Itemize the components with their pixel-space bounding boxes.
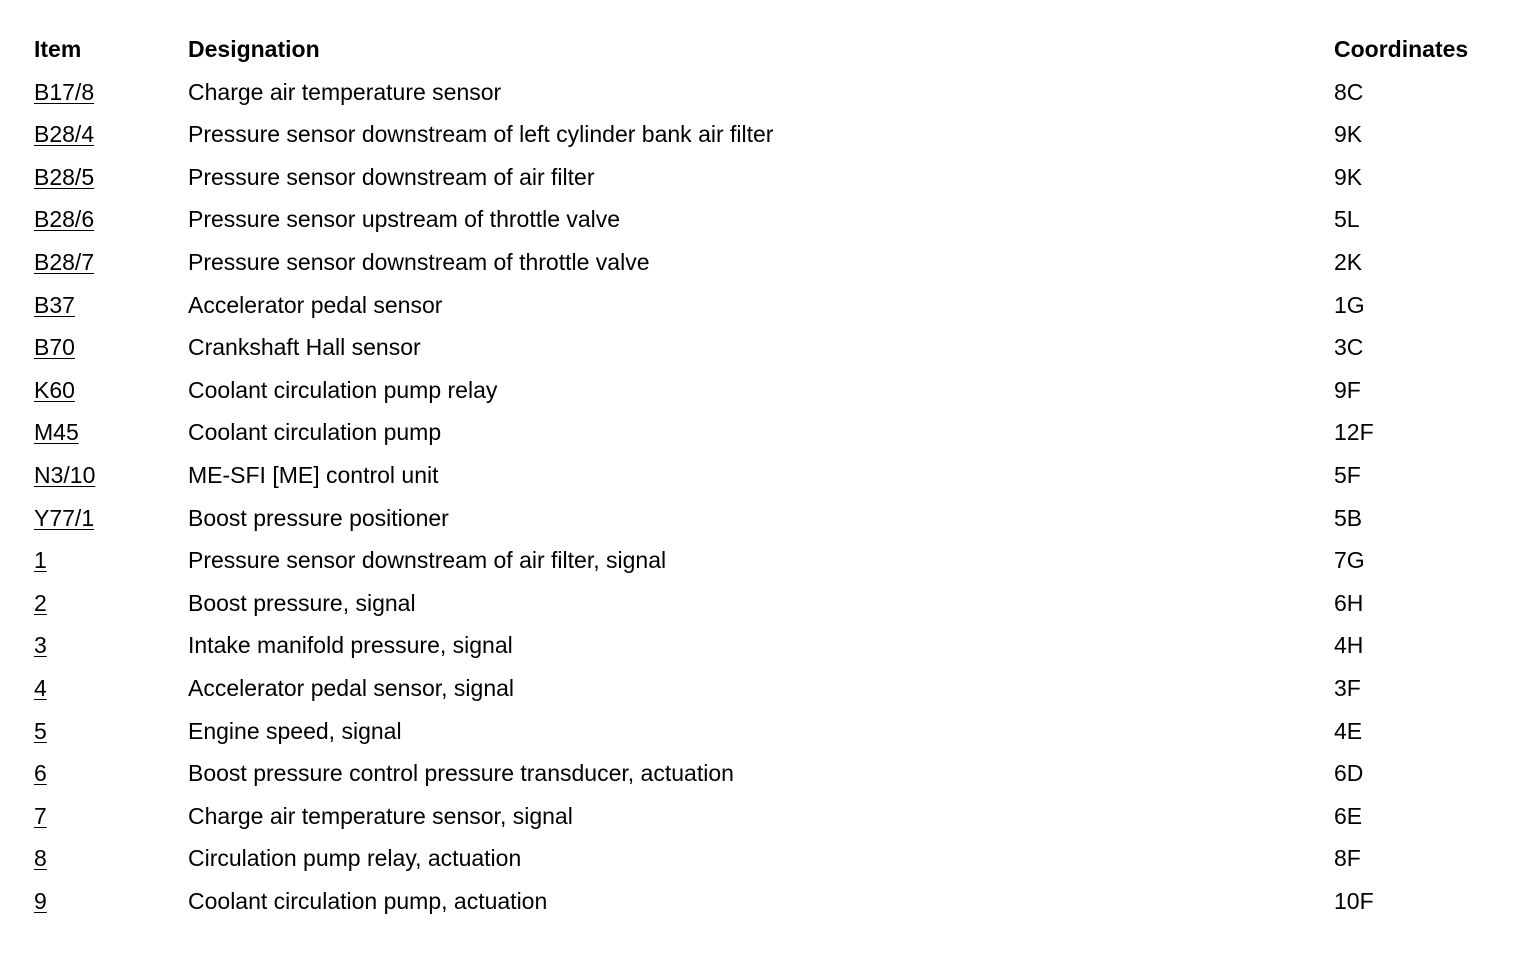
item-link[interactable]: M45 [34,419,79,446]
item-link[interactable]: Y77/1 [34,504,95,531]
coordinates-cell: 5F [1334,461,1361,488]
designation-cell: ME-SFI [ME] control unit [188,461,439,488]
item-link[interactable]: B28/7 [34,248,95,275]
table-row [34,624,1494,667]
coordinates-cell: 5B [1334,504,1363,531]
item-link[interactable]: B37 [34,291,75,318]
designation-cell: Pressure sensor downstream of air filter [188,163,595,190]
table-row [34,539,1494,582]
designation-cell: Intake manifold pressure, signal [188,632,513,659]
table-row [34,795,1494,838]
table-row [34,710,1494,753]
coordinates-cell: 10F [1334,887,1374,914]
item-link[interactable]: N3/10 [34,461,96,488]
item-link[interactable]: 3 [34,632,47,659]
designation-cell: Charge air temperature sensor, signal [188,802,573,829]
coordinates-cell: 7G [1334,547,1365,574]
coordinates-cell: 9K [1334,121,1363,148]
designation-cell: Charge air temperature sensor [188,78,502,105]
designation-cell: Pressure sensor downstream of left cylinder bank air filter [188,121,774,148]
legend-table [34,28,1494,922]
table-row [34,752,1494,795]
item-link[interactable]: 9 [34,887,47,914]
designation-cell: Accelerator pedal sensor, signal [188,674,515,701]
coordinates-cell: 8F [1334,845,1361,872]
table-row [34,326,1494,369]
item-column-header: Item [34,36,82,62]
coordinates-cell: 6E [1334,802,1363,829]
coordinates-cell: 3F [1334,674,1361,701]
table-row [34,113,1494,156]
coordinates-cell: 8C [1334,78,1364,105]
item-link[interactable]: K60 [34,376,75,403]
designation-cell: Crankshaft Hall sensor [188,334,421,361]
coordinates-cell: 3C [1334,334,1364,361]
designation-cell: Circulation pump relay, actuation [188,845,522,872]
table-row [34,667,1494,710]
designation-cell: Boost pressure, signal [188,589,416,616]
coordinates-cell: 2K [1334,248,1363,275]
coordinates-cell: 4H [1334,632,1364,659]
designation-cell: Pressure sensor downstream of throttle valve [188,248,650,275]
table-header-row [34,28,1494,71]
table-row [34,369,1494,412]
coordinates-column-header: Coordinates [1334,36,1469,62]
designation-cell: Coolant circulation pump [188,419,442,446]
coordinates-cell: 9F [1334,376,1361,403]
item-link[interactable]: 5 [34,717,47,744]
table-row [34,411,1494,454]
designation-cell: Coolant circulation pump relay [188,376,498,403]
coordinates-cell: 6D [1334,760,1364,787]
coordinates-cell: 6H [1334,589,1364,616]
item-link[interactable]: B28/5 [34,163,95,190]
item-link[interactable]: B28/6 [34,206,95,233]
designation-cell: Engine speed, signal [188,717,402,744]
item-link[interactable]: 2 [34,589,47,616]
designation-cell: Accelerator pedal sensor [188,291,443,318]
table-row [34,880,1494,923]
item-link[interactable]: 4 [34,674,47,701]
table-row [34,198,1494,241]
table-row [34,241,1494,284]
table-row [34,156,1494,199]
table-row [34,837,1494,880]
designation-cell: Boost pressure control pressure transducer, actuation [188,760,734,787]
designation-cell: Boost pressure positioner [188,504,449,531]
designation-cell: Pressure sensor upstream of throttle valve [188,206,621,233]
table-row [34,284,1494,327]
item-link[interactable]: 1 [34,547,47,574]
item-link[interactable]: 7 [34,802,47,829]
item-link[interactable]: B17/8 [34,78,95,105]
table-row [34,71,1494,114]
designation-cell: Pressure sensor downstream of air filter, signal [188,547,667,574]
designation-column-header: Designation [188,36,320,62]
coordinates-cell: 12F [1334,419,1374,446]
coordinates-cell: 1G [1334,291,1365,318]
coordinates-cell: 5L [1334,206,1360,233]
table-row [34,454,1494,497]
coordinates-cell: 4E [1334,717,1363,744]
coordinates-cell: 9K [1334,163,1363,190]
item-link[interactable]: B28/4 [34,121,95,148]
item-link[interactable]: 6 [34,760,47,787]
item-link[interactable]: 8 [34,845,47,872]
designation-cell: Coolant circulation pump, actuation [188,887,548,914]
table-row [34,582,1494,625]
table-row [34,497,1494,540]
item-link[interactable]: B70 [34,334,75,361]
